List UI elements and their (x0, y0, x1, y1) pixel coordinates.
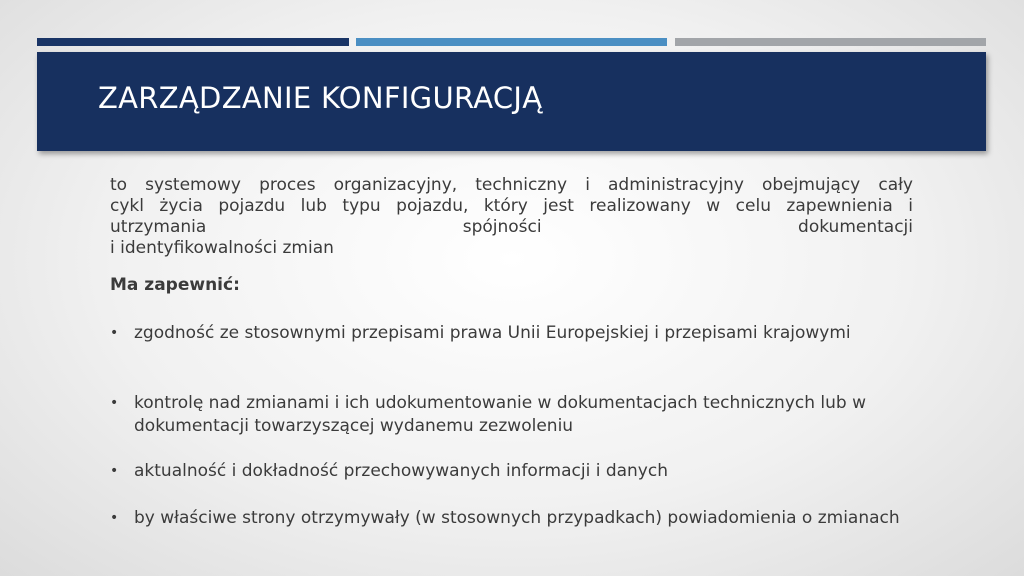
slide-title: ZARZĄDZANIE KONFIGURACJĄ (98, 81, 543, 115)
intro-line-3: utrzymania spójności dokumentacji (110, 217, 913, 237)
intro-line-1: to systemowy proces organizacyjny, techniczny i administracyjny obejmujący cały (110, 175, 913, 195)
bullet-marker: • (110, 325, 119, 341)
accent-bar-dark-blue (37, 38, 349, 46)
list-item (110, 322, 910, 345)
list-item (110, 460, 910, 483)
bullet-marker: • (110, 510, 119, 526)
accent-bar-light-blue (356, 38, 667, 46)
subheading: Ma zapewnić: (110, 275, 240, 295)
bullet-marker: • (110, 463, 119, 479)
intro-line-4: i identyfikowalności zmian (110, 238, 334, 258)
accent-bar-gray (675, 38, 986, 46)
bullet-text: aktualność i dokładność przechowywanych informacji i danych (134, 461, 668, 481)
bullet-marker: • (110, 395, 119, 411)
bullet-text: by właściwe strony otrzymywały (w stosownych przypadkach) powiadomienia o zmianach (134, 508, 900, 528)
list-item (110, 392, 910, 438)
list-item (110, 507, 910, 530)
slide-body (110, 175, 913, 297)
title-banner (37, 52, 986, 151)
intro-line-2: cykl życia pojazdu lub typu pojazdu, który jest realizowany w celu zapewnienia i (110, 196, 913, 216)
bullet-text: kontrolę nad zmianami i ich udokumentowanie w dokumentacjach technicznych lub w dokumentacji towarzyszącej wydanemu zezwoleniu (134, 393, 867, 436)
bullet-text: zgodność ze stosownymi przepisami prawa Unii Europejskiej i przepisami krajowymi (134, 323, 851, 343)
